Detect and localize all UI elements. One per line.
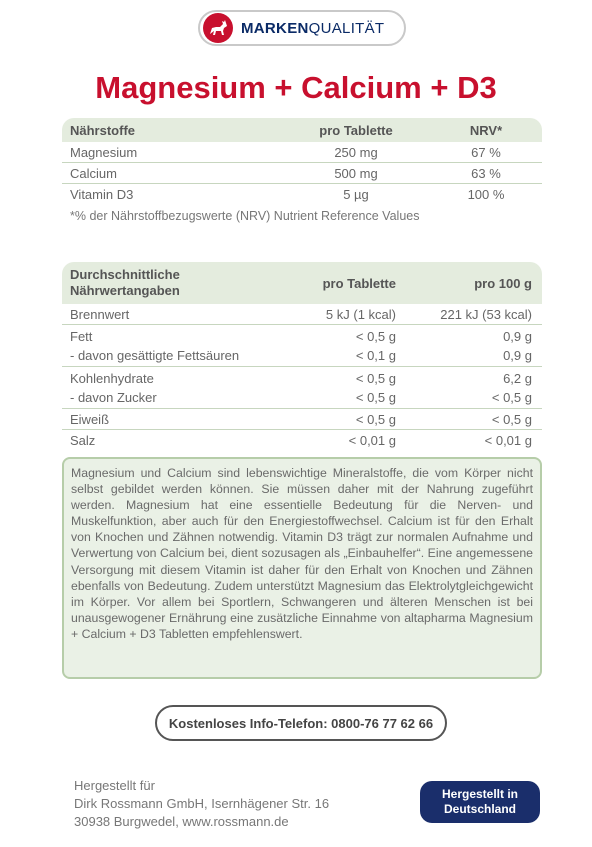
fat-100g-value: 0,9 g <box>503 328 532 344</box>
header-nrv: NRV* <box>469 122 503 138</box>
row-value-100g: < 0,01 g <box>484 433 532 448</box>
sugar-tablet-value: < 0,5 g <box>355 389 396 405</box>
row-value-tablet <box>280 369 396 407</box>
nutrition-table-header <box>62 262 542 304</box>
saturated-fat-tablet-value: < 0,1 g <box>355 347 396 363</box>
header-pro-tablette: pro Tablette <box>322 275 396 291</box>
table-row <box>62 325 542 367</box>
table-row <box>62 142 542 163</box>
info-phone[interactable]: Kostenloses Info-Telefon: 0800-76 77 62 66 <box>155 705 447 741</box>
fat-tablet-value: < 0,5 g <box>355 328 396 344</box>
info-text-box: Magnesium und Calcium sind lebenswichtige Mineralstoffe, die vom Körper nicht selbst gebildet werden können. Sie müssen daher mit der Nahrung zugeführt werden. Magnesium hat eine essentielle Bedeutung für die Nerven- und Muskelfunktion, aber auch für den Energiestoffwechsel. Calcium ist für den Erhalt von Knochen und Zähnen notwendig. Vitamin D3 trägt zur normalen Aufnahme und Verwertung von Calcium bei, dient sozusagen als „Einbauhelfer“. Eine angemessene Versorgung mit diesem Vitamin ist daher für den Erhalt von Knochen und Zähnen ebenfalls von Bedeutung. Zudem unterstützt Magnesium das Elektrolytgleichgewicht im Körper. Vor allem bei Sportlern, Schwangeren und älteren Menschen ist bei unausgewogener Ernährung eine zusätzliche Einnahme von altapharma Magnesium + Calcium + D3 Tabletten empfehlenswert. <box>62 457 542 679</box>
table-row <box>62 367 542 409</box>
quality-badge <box>198 10 406 46</box>
table-row <box>62 409 542 430</box>
nutrient-amount: 250 mg <box>334 144 378 160</box>
badge-line-2: Deutschland <box>443 802 516 816</box>
nutrient-name: Magnesium <box>70 144 138 160</box>
saturated-fat-100g-value: 0,9 g <box>503 347 532 363</box>
nutrient-name: Calcium <box>70 165 117 181</box>
row-value-100g: 221 kJ (53 kcal) <box>440 306 532 322</box>
quality-badge-text: MARKENQUALITÄT <box>241 19 385 37</box>
row-value-tablet: < 0,5 g <box>355 411 396 427</box>
row-value-tablet <box>280 327 396 365</box>
row-value-tablet: < 0,01 g <box>348 433 396 448</box>
manufacturer-info <box>74 777 329 831</box>
made-in-germany-badge <box>420 781 540 823</box>
table-row <box>62 304 542 325</box>
nutrients-table-header <box>62 118 542 142</box>
header-naehrstoffe: Nährstoffe <box>70 122 136 138</box>
row-label <box>62 327 280 365</box>
row-value-100g <box>396 369 542 407</box>
badge-line-1: Hergestellt in <box>441 787 519 801</box>
sugar-label: - davon Zucker <box>70 389 157 405</box>
nutrition-table <box>62 262 542 451</box>
table-row <box>62 184 542 205</box>
row-label: Eiweiß <box>70 411 110 427</box>
manufacturer-city-web: 30938 Burgwedel, www.rossmann.de <box>74 814 289 829</box>
carbs-100g-value: 6,2 g <box>503 370 532 386</box>
row-value-100g <box>396 327 542 365</box>
table-row <box>62 430 542 451</box>
deer-logo-icon <box>203 13 233 43</box>
carbs-tablet-value: < 0,5 g <box>355 370 396 386</box>
header-pro-100g: pro 100 g <box>474 275 532 291</box>
carbs-label: Kohlenhydrate <box>70 370 154 386</box>
nrv-footnote: *% der Nährstoffbezugswerte (NRV) Nutrient Reference Values <box>70 209 420 223</box>
saturated-fat-label: - davon gesättigte Fettsäuren <box>70 347 240 363</box>
row-value-tablet: 5 kJ (1 kcal) <box>325 306 396 322</box>
manufacturer-address: Dirk Rossmann GmbH, Isernhägener Str. 16 <box>74 796 330 811</box>
header-pro-tablette: pro Tablette <box>319 122 393 138</box>
row-label: Salz <box>70 433 96 448</box>
sugar-100g-value: < 0,5 g <box>491 389 532 405</box>
row-value-100g: < 0,5 g <box>491 411 532 427</box>
row-label: Brennwert <box>70 306 130 322</box>
nutrients-table <box>62 118 542 205</box>
nutrient-amount: 5 µg <box>343 187 369 202</box>
table-row <box>62 163 542 184</box>
nutrient-nrv: 67 % <box>471 144 501 160</box>
fat-label: Fett <box>70 328 93 344</box>
nutrient-name: Vitamin D3 <box>70 187 134 202</box>
nutrient-nrv: 63 % <box>471 165 501 181</box>
header-durchschnittliche-naehrwertangaben: Durchschnittliche Nährwertangaben <box>70 267 180 298</box>
product-title: Magnesium + Calcium + D3 <box>95 70 497 105</box>
manufacturer-line: Hergestellt für <box>74 778 155 793</box>
nutrient-nrv: 100 % <box>467 187 505 202</box>
nutrient-amount: 500 mg <box>334 165 378 181</box>
row-label <box>62 369 280 407</box>
